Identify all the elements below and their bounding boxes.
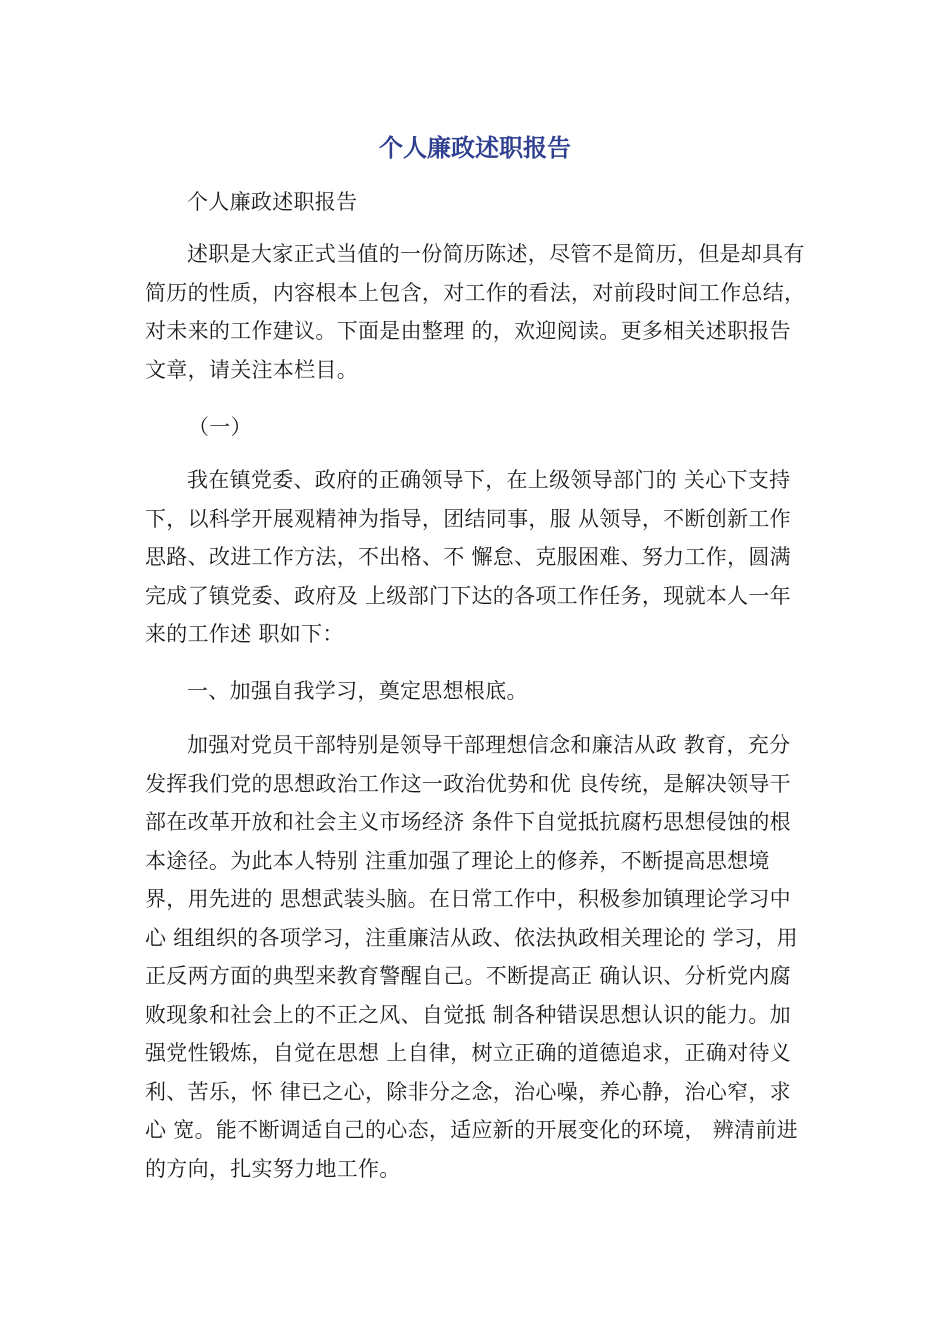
section-heading-1: 一、加强自我学习，奠定思想根底。 — [187, 679, 528, 703]
body-paragraph-2: 加强对党员干部特别是领导干部理想信念和廉洁从政 教育，充分发挥我们党的思想政治工作这一政治优势和优 良传统，是解决领导干部在改革开放和社会主义市场经济 条件下自觉抵抗腐朽思想侵蚀的根本途径。为此本人特别 注重加强了理论上的修养，不断提高思想境界，用先进的 思想武装头脑。在日常工作中，积极参加镇理论学习中心 组组织的各项学习，注重廉洁从政、依法执政相关理论的 学习，用正反两方面的典型来教育警醒自己。不断提高正 确认识、分析党内腐败现象和社会上的不正之风、自觉抵 制各种错误思想认识的能力。加强党性锻炼，自觉在思想 上自律，树立正确的道德追求，正确对待义利、苦乐，怀 律已之心，除非分之念，治心噪，养心静，治心窄，求心 宽。能不断调适自己的心态，适应新的开展变化的环境， 辨清前进的方向，扎实努力地工作。 — [145, 733, 798, 1181]
section-number: （一） — [188, 415, 252, 439]
document-subtitle: 个人廉政述职报告 — [187, 190, 358, 214]
intro-paragraph: 述职是大家正式当值的一份简历陈述，尽管不是简历，但是却具有简历的性质，内容根本上包含，对工作的看法，对前段时间工作总结，对未来的工作建议。下面是由整理 的，欢迎阅读。更多相关述职报告文章，请关注本栏目。 — [145, 242, 806, 382]
body-paragraph-1: 我在镇党委、政府的正确领导下，在上级领导部门的 关心下支持下，以科学开展观精神为指导，团结同事，服 从领导，不断创新工作思路、改进工作方法，不出格、不 懈怠、克服困难、努力工作，圆满完成了镇党委、政府及 上级部门下达的各项工作任务，现就本人一年来的工作述 职如下： — [145, 468, 791, 646]
document-title: 个人廉政述职报告 — [379, 134, 571, 162]
